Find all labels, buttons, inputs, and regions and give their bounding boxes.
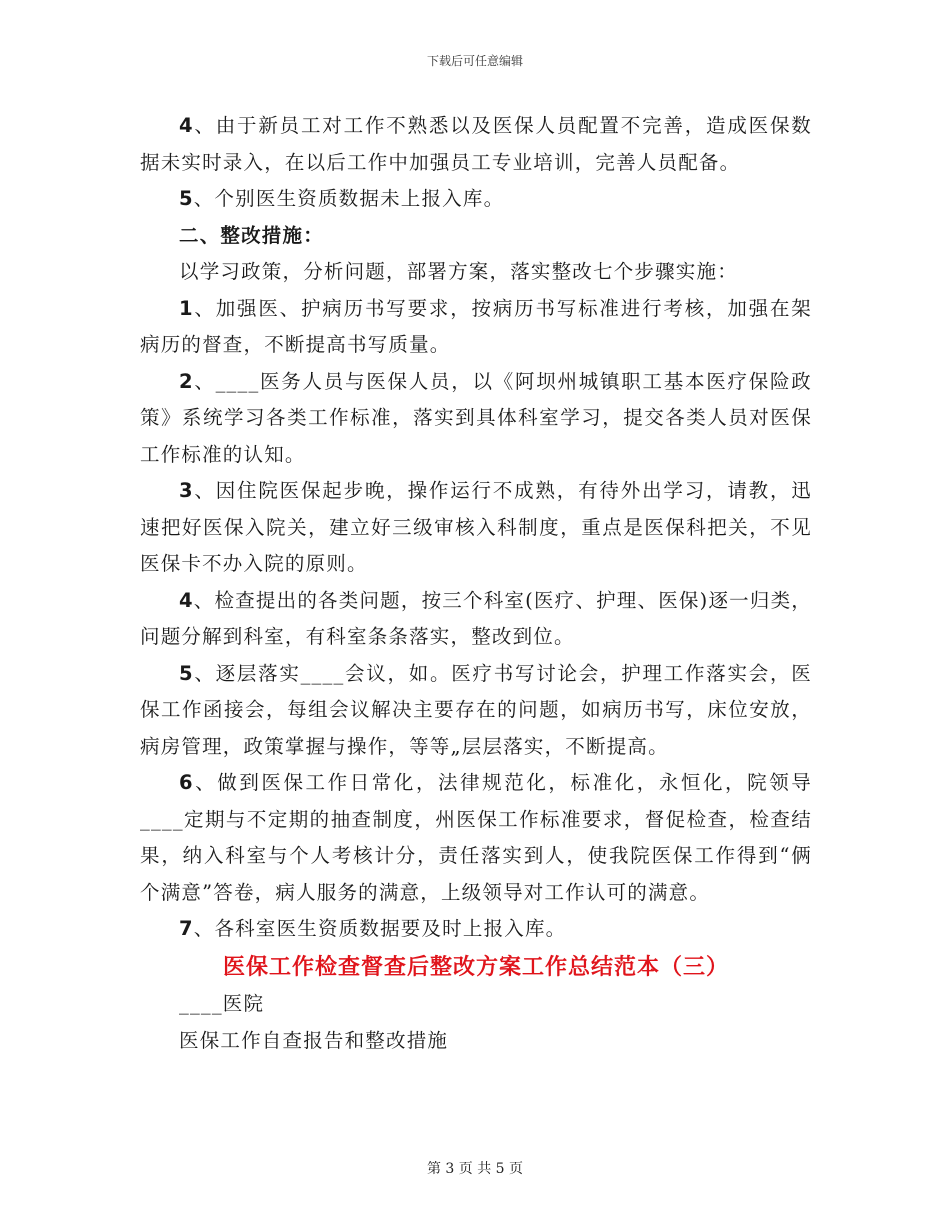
- list-item: [140, 656, 812, 766]
- document-title: 医保工作检查督查后整改方案工作总结范本（三）: [222, 954, 729, 980]
- report-title: 医保工作自查报告和整改措施: [179, 1028, 449, 1052]
- list-item: [140, 765, 812, 911]
- item-number: 3: [179, 479, 194, 502]
- item-text: 、检查提出的各类问题，按三个科室(医疗、护理、医保)逐一归类，问题分解到科室，有科室条条落实，整改到位。: [140, 588, 812, 648]
- item-text: 、____医务人员与医保人员，以《阿坝州城镇职工基本医疗保险政策》系统学习各类工作标准，落实到具体科室学习，提交各类人员对医保工作标准的认知。: [140, 369, 812, 466]
- item-number: 4: [179, 114, 194, 137]
- list-item: [140, 583, 812, 656]
- list-item: [140, 911, 812, 948]
- list-item: [140, 181, 812, 218]
- item-text: 、各科室医生资质数据要及时上报入库。: [193, 917, 567, 940]
- list-item: [140, 473, 812, 583]
- item-number: 5: [179, 661, 194, 685]
- item-text: 、因住院医保起步晚，操作运行不成熟，有待外出学习，请教，迅速把好医保入院关，建立好三级审核入科制度，重点是医保科把关，不见医保卡不办入院的原则。: [140, 479, 812, 575]
- item-number: 7: [179, 917, 194, 940]
- item-text: 、由于新员工对工作不熟悉以及医保人员配置不完善，造成医保数据未实时录入，在以后工作中加强员工专业培训，完善人员配备。: [140, 114, 812, 174]
- hospital-line: ____医院: [179, 992, 265, 1015]
- page-footer: 第 3 页 共 5 页: [426, 1161, 524, 1177]
- list-item: [140, 364, 812, 474]
- section-intro: 以学习政策，分析问题，部署方案，落实整改七个步骤实施：: [179, 260, 738, 283]
- item-number: 4: [179, 588, 194, 612]
- item-number: 5: [179, 187, 194, 210]
- item-text: 、逐层落实____会议，如。医疗书写讨论会，护理工作落实会，医保工作函接会，每组会议解决主要存在的问题，如病历书写，床位安放，病房管理，政策掌握与操作，等等„层层落实，不断提高。: [140, 661, 812, 758]
- item-text: 、个别医生资质数据未上报入库。: [193, 187, 505, 210]
- item-number: 2: [179, 369, 194, 393]
- item-text: 、做到医保工作日常化，法律规范化，标准化，永恒化，院领导____定期与不定期的抽查制度，州医保工作标准要求，督促检查，检查结果，纳入科室与个人考核计分，责任落实到人，使我院医保工作得到“俩个满意”答卷，病人服务的满意，上级领导对工作认可的满意。: [140, 771, 812, 904]
- item-text: 、加强医、护病历书写要求，按病历书写标准进行考核，加强在架病历的督查，不断提高书写质量。: [140, 296, 812, 356]
- item-number: 1: [179, 296, 194, 320]
- list-item: [140, 108, 812, 181]
- list-item: [140, 291, 812, 364]
- section-heading: 二、整改措施：: [179, 223, 324, 247]
- item-number: 6: [179, 771, 194, 794]
- page-header: 下载后可任意编辑: [426, 54, 523, 68]
- document-body: [140, 108, 812, 1059]
